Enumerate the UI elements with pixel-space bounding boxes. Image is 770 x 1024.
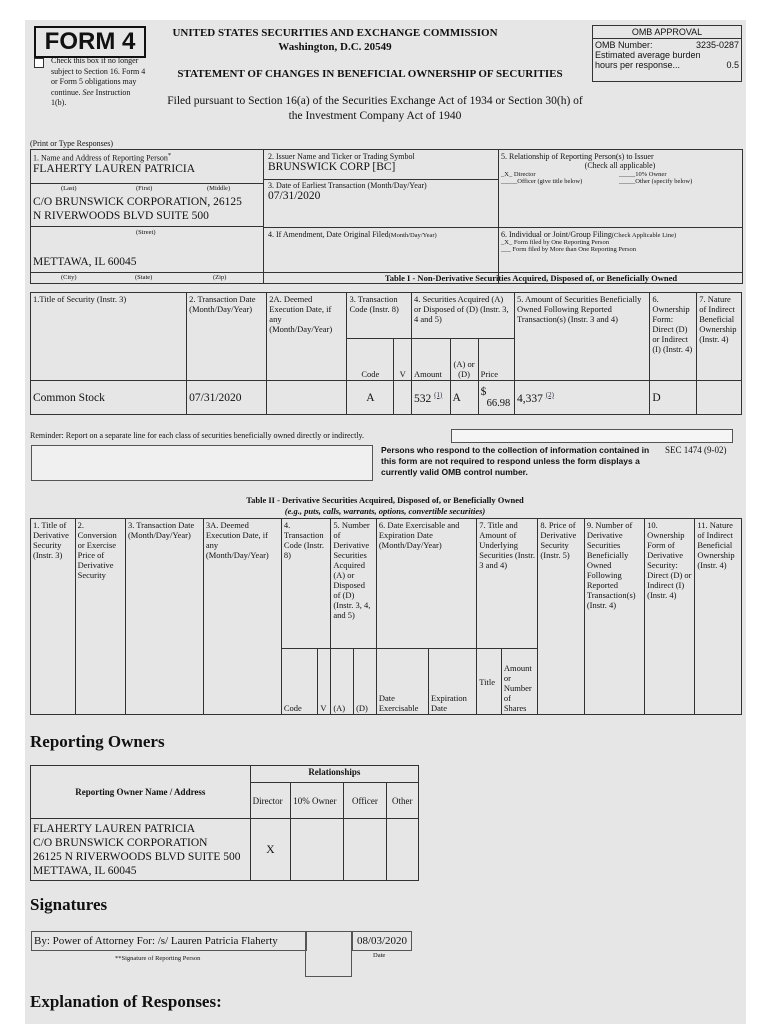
t2-c6: 6. Date Exercisable and Expiration Date (Month/Day/Year) [376,519,476,649]
t2-c11: 11. Nature of Indirect Beneficial Ownership (Instr. 4) [695,519,742,715]
t2-c4: 4. Transaction Code (Instr. 8) [281,519,331,649]
ten-pct-label: 10% Owner [635,171,667,178]
owner-line-4: METTAWA, IL 60045 [33,864,137,877]
t2-s-v: V [318,649,331,715]
state-label: (State) [135,274,153,281]
omb-number-value: 3235-0287 [695,40,739,50]
t1-row-title: Common Stock [31,381,187,415]
t2-c3a: 3A. Deemed Execution Date, if any (Month/Day/Year) [203,519,281,715]
form4-page [25,20,746,1024]
t2-c10: 10. Ownership Form of Derivative Security: Direct (D) or Indirect (I) (Instr. 4) [645,519,695,715]
t1-col7: 7. Nature of Indirect Beneficial Ownership (Instr. 4) [697,293,742,381]
box5 [501,152,739,185]
owner-line-2: C/O BRUNSWICK CORPORATION [33,836,208,849]
officer-mark: _____ [501,178,518,185]
box4-small: (Month/Day/Year) [388,232,437,239]
t1-col1: 1.Title of Security (Instr. 3) [31,293,187,381]
box4 [268,230,437,239]
t1-row-amount-footnote[interactable]: (1) [434,390,443,399]
t1-row-nature [697,381,742,415]
omb-hours-value: 0.5 [726,60,739,70]
box4-label: 4. If Amendment, Date Original Filed [268,230,389,239]
filed-pursuant-2: the Investment Company Act of 1940 [288,110,462,122]
t1-sub-price: Price [478,339,514,381]
t2-s-code: Code [281,649,318,715]
t1-col3: 3. Transaction Code (Instr. 8) [347,293,412,339]
omb-burden-label: Estimated average burden [595,50,701,60]
signature-spacer-box [305,931,352,977]
city-line: METTAWA, IL 60045 [33,256,137,268]
first-label: (First) [136,185,153,192]
t2-s-d: (D) [354,649,377,715]
box3-label: 3. Date of Earliest Transaction (Month/Day/Year) [268,181,427,190]
table2 [30,518,742,715]
t2-s-a: (A) [331,649,354,715]
t2-c2: 2. Conversion or Exercise Price of Derivative Security [75,519,125,715]
checkbox-label [51,56,146,109]
omb-number-label: OMB Number: [595,40,653,50]
omb-hours-label: hours per response... [595,60,681,70]
owners-director-header: Director [250,783,291,819]
owners-tenpct-header: 10% Owner [291,783,344,819]
t2-s-exer: Date Exercisable [376,649,428,715]
statement-title: STATEMENT OF CHANGES IN BENEFICIAL OWNERSHIP OF SECURITIES [177,68,563,80]
box5-sub: (Check all applicable) [584,161,656,170]
issuer-name: BRUNSWICK CORP [BC] [268,161,396,173]
t1-row-aord: A [450,381,478,415]
owner-name-header: Reporting Owner Name / Address [31,766,251,819]
middle-label: (Middle) [207,185,231,192]
owners-other-header: Other [386,783,418,819]
owner-officer-cell [344,819,386,881]
other-mark: _____ [619,178,636,185]
t1-sub-aord: (A) or (D) [450,339,478,381]
t2-c8: 8. Price of Derivative Security (Instr. 5) [538,519,584,715]
omb-approval-box [592,25,742,82]
t2-s-num: Amount or Number of Shares [501,649,538,715]
reminder-box [451,429,733,443]
agency-city: Washington, D.C. 20549 [278,41,392,53]
print-type-label: (Print or Type Responses) [30,139,114,148]
t1-row-form: D [650,381,697,415]
owner-director-mark: X [250,819,291,881]
t2-s-title: Title [477,649,502,715]
earliest-transaction-date: 07/31/2020 [268,190,321,202]
box5-label: 5. Relationship of Reporting Person(s) to Issuer [501,152,654,161]
t1-row-amount: 532 [413,392,432,405]
box6-label: 6. Individual or Joint/Group Filing [501,230,612,239]
signature-value: By: Power of Attorney For: /s/ Lauren Patricia Flaherty [31,931,307,951]
reporting-owners-heading: Reporting Owners [30,732,165,751]
t1-row-v [394,381,412,415]
no-longer-subject-checkbox[interactable] [34,58,44,68]
t2-c3: 3. Transaction Date (Month/Day/Year) [125,519,203,715]
explanation-heading: Explanation of Responses: [30,992,222,1011]
city-label: (City) [61,274,77,281]
filed-pursuant: Filed pursuant to Section 16(a) of the Securities Exchange Act of 1934 or Section 30(h) of [167,95,583,107]
director-label: Director [513,171,536,178]
t1-col6: 6. Ownership Form: Direct (D) or Indirect (I) (Instr. 4) [650,293,697,381]
t1-row-owned: 4,337 [517,392,543,405]
t1-col5: 5. Amount of Securities Beneficially Owned Following Reported Transaction(s) (Instr. 3 and 4) [515,293,650,381]
t1-row-code: A [347,381,394,415]
t1-row-owned-cell [515,381,650,415]
owner-line-1: FLAHERTY LAUREN PATRICIA [33,822,196,835]
box6-option-2: ___ Form filed by More than One Reporting Person [501,246,637,253]
director-mark: _X_ [501,171,513,178]
sec-number: SEC 1474 (9-02) [665,445,727,455]
box6 [501,230,739,253]
box6-option-1: _X_ Form filed by One Reporting Person [501,239,609,246]
table1-title: Table I - Non-Derivative Securities Acquired, Disposed of, or Beneficially Owned [384,273,678,283]
agency-title: UNITED STATES SECURITIES AND EXCHANGE COMMISSION [172,27,498,39]
checkbox-text: Check this box if no longer subject to Section 16. Form 4 or Form 5 obligations may continue. [51,56,146,97]
t1-col2a: 2A. Deemed Execution Date, if any (Month/Day/Year) [267,293,347,381]
reminder-blank-box [31,445,373,481]
box2-label: 2. Issuer Name and Ticker or Trading Symbol [268,152,415,161]
box3 [268,181,496,202]
t1-sub-code: Code [347,339,394,381]
signature-label: **Signature of Reporting Person [115,955,201,962]
box1 [33,152,261,175]
t2-c1: 1. Title of Derivative Security (Instr. 3) [31,519,76,715]
form-title: FORM 4 [34,26,146,58]
owners-officer-header: Officer [344,783,386,819]
other-label: Other (specify below) [635,178,693,185]
t2-c9: 9. Number of Derivative Securities Beneficially Owned Following Reported Transaction(s) (Instr. 4) [584,519,644,715]
address-line-1: C/O BRUNSWICK CORPORATION, 26125 [33,196,242,208]
zip-label: (Zip) [213,274,227,281]
omb-title: OMB APPROVAL [593,26,741,39]
address-line-2: N RIVERWOODS BLVD SUITE 500 [33,210,209,222]
signature-date: 08/03/2020 [352,931,412,951]
t1-row-owned-footnote[interactable]: (2) [545,390,554,399]
t1-row-date: 07/31/2020 [187,381,267,415]
box2 [268,152,496,173]
reporting-owners-table [30,765,419,881]
box1-label: 1. Name and Address of Reporting Person [33,153,168,163]
t1-row-price-sym: $ [480,385,487,398]
t2-c5: 5. Number of Derivative Securities Acquired (A) or Disposed of (D) (Instr. 3, 4, and 5) [331,519,377,649]
last-label: (Last) [61,185,77,192]
box1-asterisk: * [167,152,172,159]
signatures-heading: Signatures [30,895,108,914]
owner-address-cell [31,819,251,881]
table2-title: Table II - Derivative Securities Acquired, Disposed of, or Beneficially Owned [246,495,524,505]
relationships-header: Relationships [250,766,418,783]
t2-c7: 7. Title and Amount of Underlying Securities (Instr. 3 and 4) [477,519,538,649]
owner-other-cell [386,819,418,881]
t2-s-exp: Expiration Date [429,649,477,715]
reminder-text: Reminder: Report on a separate line for each class of securities beneficially owned directly or indirectly. [30,431,365,440]
header-grid [30,149,743,284]
checkbox-instr: Instruction 1(b). [51,87,131,107]
owner-tenpct-cell [291,819,344,881]
owner-line-3: 26125 N RIVERWOODS BLVD SUITE 500 [33,850,241,863]
t1-row-price: 66.98 [486,397,511,409]
box6-small: (Check Applicable Line) [611,232,677,239]
t1-row-amount-cell [411,381,450,415]
t1-col4: 4. Securities Acquired (A) or Disposed of (D) (Instr. 3, 4 and 5) [411,293,514,339]
persons-notice: Persons who respond to the collection of information contained in this form are not required to respond unless the form displays a currently valid OMB control number. [381,445,650,477]
table2-subtitle: (e.g., puts, calls, warrants, options, convertible securities) [284,506,486,516]
table1 [30,292,742,415]
table-row [31,819,419,881]
table-row [31,381,742,415]
street-label: (Street) [136,229,156,236]
officer-label: Officer (give title below) [517,178,583,185]
t1-row-price-cell [478,381,514,415]
t1-sub-amount: Amount [411,339,450,381]
t1-sub-v: V [394,339,412,381]
reporting-person-name: FLAHERTY LAUREN PATRICIA [33,162,196,175]
ten-pct-mark: _____ [619,171,636,178]
t1-row-deemed [267,381,347,415]
checkbox-see: See [82,87,94,97]
date-label: Date [373,952,386,959]
t1-col2: 2. Transaction Date (Month/Day/Year) [187,293,267,381]
